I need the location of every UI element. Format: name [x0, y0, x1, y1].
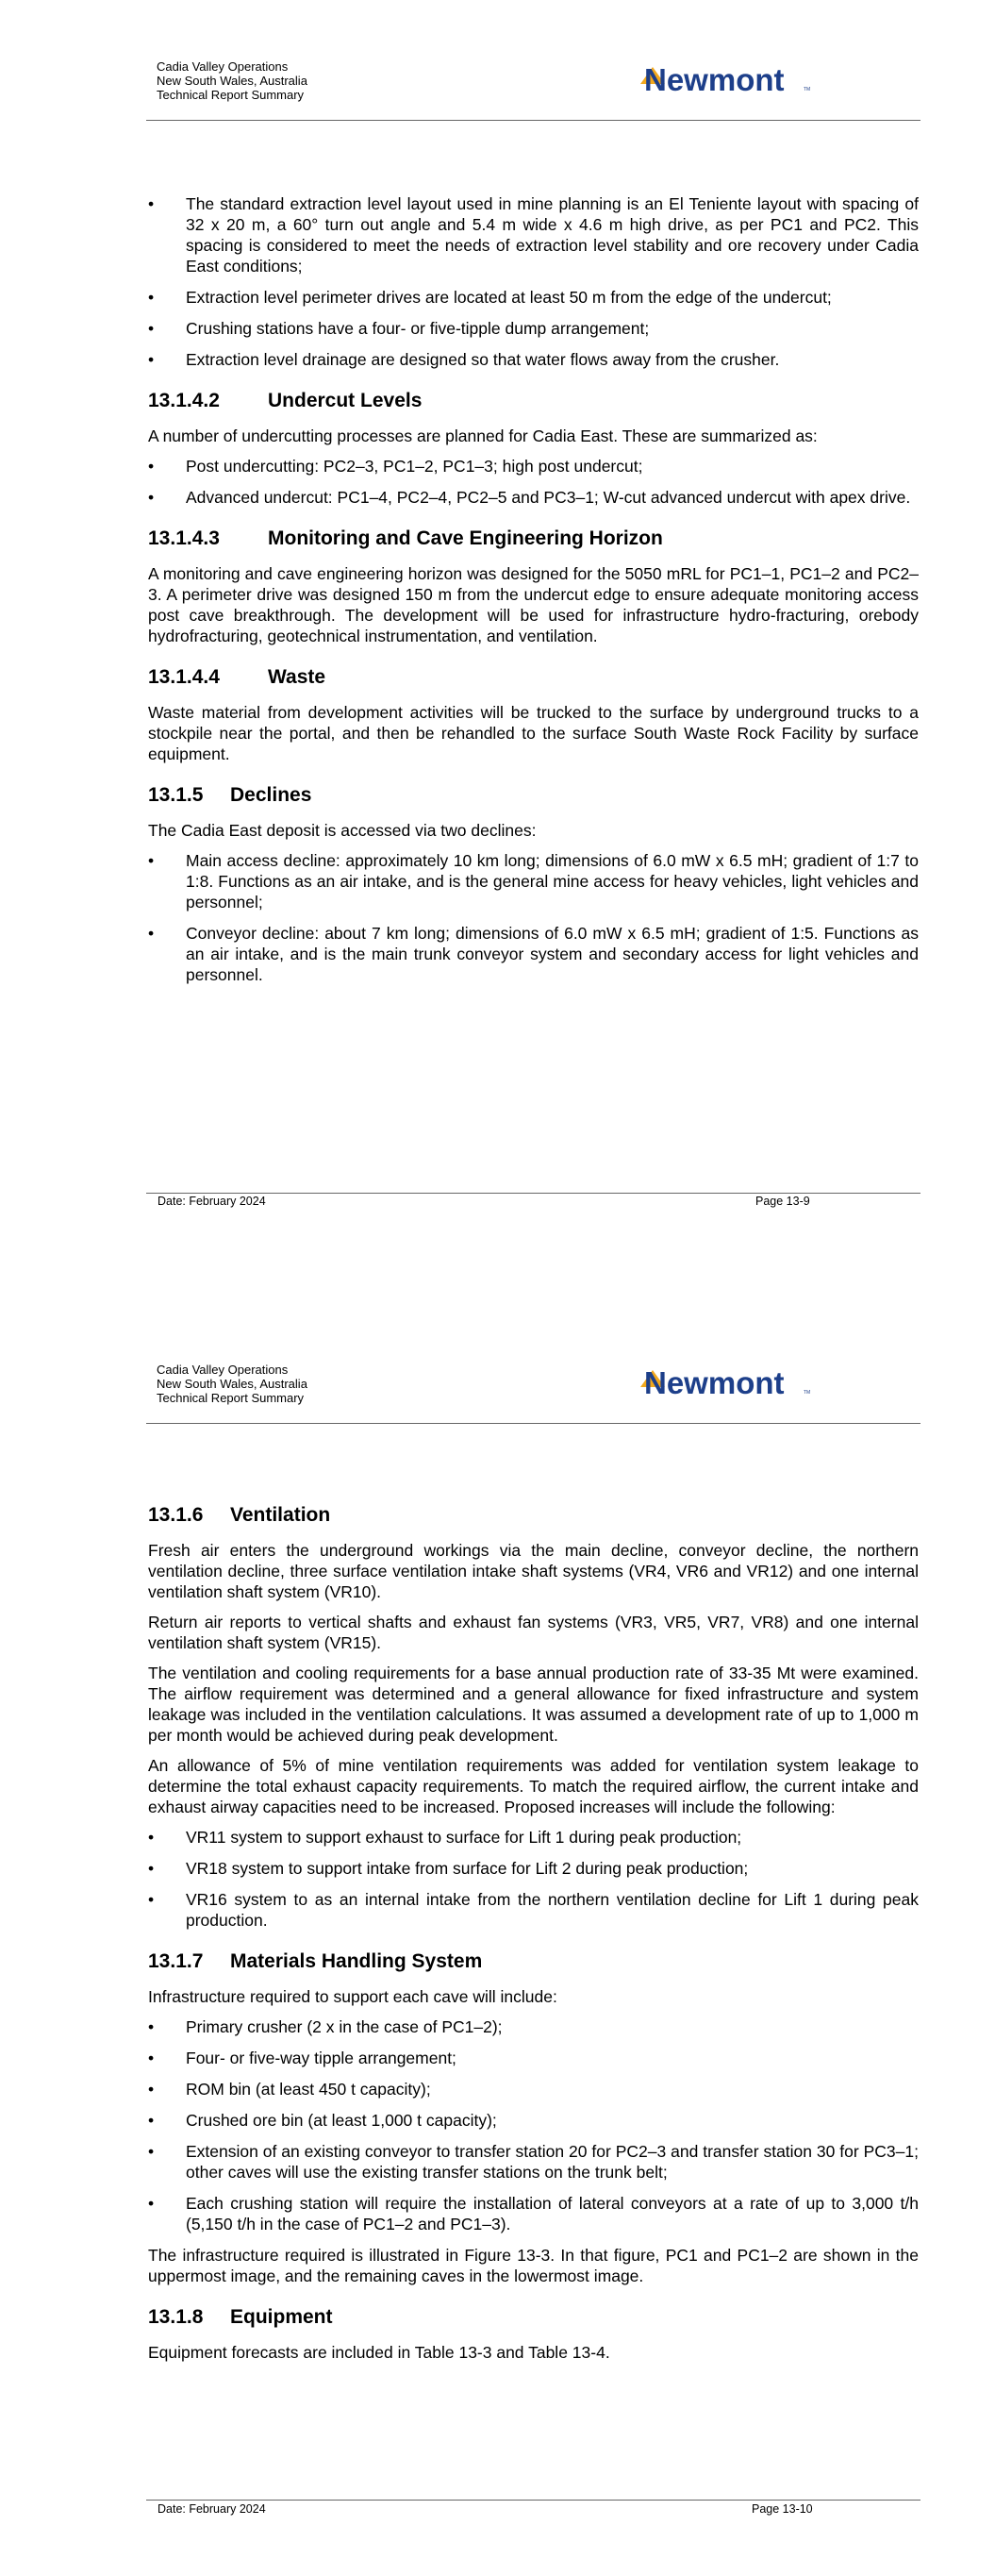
list-item: • VR11 system to support exhaust to surface for Lift 1 during peak production; [148, 1827, 919, 1848]
list-item: • VR16 system to as an internal intake from the northern ventilation decline for Lift 1 during peak production. [148, 1889, 919, 1931]
newmont-logo [638, 1364, 813, 1402]
section-number: 13.1.5 [148, 784, 204, 806]
paragraph: The infrastructure required is illustrated in Figure 13-3. In that figure, PC1 and PC1–2 are shown in the uppermost image, and the remaining caves in the lowermost image. [148, 2246, 919, 2285]
newmont-logo [638, 61, 813, 99]
header-divider [146, 120, 920, 121]
section-title: Ventilation [230, 1504, 331, 1526]
section-heading-declines [148, 783, 919, 808]
paragraph: Fresh air enters the underground workings via the main decline, conveyor decline, the northern ventilation decline, three surface ventilation intake shaft systems (VR4, VR6 and VR12) and one internal ventilation shaft system (VR10). [148, 1541, 919, 1601]
list-item: • Four- or five-way tipple arrangement; [148, 2048, 919, 2068]
section-number: 13.1.4.2 [148, 390, 220, 411]
section-number: 13.1.7 [148, 1950, 204, 1972]
list-item: • VR18 system to support intake from surface for Lift 2 during peak production; [148, 1858, 919, 1879]
paragraph: Waste material from development activities will be trucked to the surface by underground trucks to a stockpile near the portal, and then be rehandled to the surface South Waste Rock Facility by surface equipment. [148, 703, 919, 763]
ventilation-bullets [148, 1827, 919, 1931]
paragraph: Return air reports to vertical shafts and exhaust fan systems (VR3, VR5, VR7, VR8) and one internal ventilation shaft system (VR15). [148, 1613, 919, 1652]
section-title: Materials Handling System [230, 1950, 483, 1972]
report-header [157, 1363, 307, 1405]
declines-bullets [148, 850, 919, 985]
header-location: New South Wales, Australia [157, 1377, 307, 1391]
section-title: Equipment [230, 2306, 333, 2328]
list-item: • Extraction level perimeter drives are located at least 50 m from the edge of the undercut; [148, 287, 919, 308]
section-title: Waste [268, 666, 326, 688]
footer-page-number: Page 13-9 [755, 1195, 810, 1208]
section-heading-ventilation [148, 1503, 919, 1528]
section-heading-undercut-levels [148, 389, 919, 413]
page-13-10 [0, 1288, 995, 2576]
footer-date: Date: February 2024 [158, 2502, 266, 2516]
section-title: Undercut Levels [268, 390, 423, 411]
list-item: • Crushing stations have a four- or five-tipple dump arrangement; [148, 318, 919, 339]
extraction-level-bullets [148, 193, 919, 370]
paragraph: An allowance of 5% of mine ventilation requirements was added for ventilation system leakage to determine the total exhaust capacity requirements. To match the required airflow, the current intake and exhaust airway capacities need to be increased. Proposed increases will include the following: [148, 1756, 919, 1816]
footer-date: Date: February 2024 [158, 1195, 266, 1208]
header-divider [146, 1423, 920, 1424]
paragraph: A monitoring and cave engineering horizon was designed for the 5050 mRL for PC1–1, PC1–2 and PC2–3. A perimeter drive was designed 150 m from the undercut edge to ensure adequate monitoring access post cave breakthrough. The development will be used for infrastructure hydro-fracturing, orebody hydrofracturing, geotechnical instrumentation, and ventilation. [148, 564, 919, 645]
footer-divider [146, 2500, 920, 2501]
page-body [148, 1484, 919, 2372]
paragraph: A number of undercutting processes are planned for Cadia East. These are summarized as: [148, 427, 818, 445]
section-title: Monitoring and Cave Engineering Horizon [268, 527, 663, 549]
section-heading-monitoring [148, 527, 919, 551]
section-heading-materials-handling [148, 1949, 919, 1974]
logo-wordmark: Newmont [644, 62, 785, 97]
section-number: 13.1.4.4 [148, 666, 220, 688]
section-number: 13.1.8 [148, 2306, 204, 2328]
materials-handling-bullets [148, 2016, 919, 2234]
footer-page-number: Page 13-10 [752, 2502, 813, 2516]
section-heading-waste [148, 665, 919, 690]
page-body [148, 193, 919, 995]
list-item: • Extension of an existing conveyor to transfer station 20 for PC2–3 and transfer station 30 for PC3–1; other caves will use the existing transfer stations on the trunk belt; [148, 2141, 919, 2183]
list-item: • ROM bin (at least 450 t capacity); [148, 2079, 919, 2099]
list-item: • Extraction level drainage are designed so that water flows away from the crusher. [148, 349, 919, 370]
paragraph: Infrastructure required to support each cave will include: [148, 1987, 557, 2006]
list-item: • Advanced undercut: PC1–4, PC2–4, PC2–5 and PC3–1; W-cut advanced undercut with apex drive. [148, 487, 919, 508]
logo-trademark: TM [804, 1390, 811, 1396]
logo-wordmark: Newmont [644, 1365, 785, 1400]
paragraph: The ventilation and cooling requirements for a base annual production rate of 33-35 Mt were examined. The airflow requirement was determined and a general allowance for fixed infrastructure and system leakage was included in the ventilation calculations. It was assumed a development rate of up to 1,000 m per month would be achieved during peak development. [148, 1664, 919, 1745]
undercut-bullets [148, 456, 919, 508]
logo-trademark: TM [804, 87, 811, 92]
paragraph: Equipment forecasts are included in Table 13-3 and Table 13-4. [148, 2343, 610, 2362]
section-number: 13.1.4.3 [148, 527, 220, 549]
section-heading-equipment [148, 2305, 919, 2330]
list-item: • Conveyor decline: about 7 km long; dimensions of 6.0 mW x 6.5 mH; gradient of 1:5. Functions as an air intake, and is the main trunk conveyor system and secondary access for light vehicles and personnel. [148, 923, 919, 985]
list-item: • Crushed ore bin (at least 1,000 t capacity); [148, 2110, 919, 2131]
header-report-type: Technical Report Summary [157, 88, 305, 102]
footer-divider [146, 1193, 920, 1194]
header-location: New South Wales, Australia [157, 74, 307, 88]
list-item: • The standard extraction level layout used in mine planning is an El Teniente layout with spacing of 32 x 20 m, a 60° turn out angle and 5.4 m wide x 4.6 m high drive, as per PC1 and PC2. This spacing is considered to meet the needs of extraction level stability and ore recovery under Cadia East conditions; [148, 193, 919, 276]
paragraph: The Cadia East deposit is accessed via two declines: [148, 821, 537, 840]
list-item: • Each crushing station will require the installation of lateral conveyors at a rate of up to 3,000 t/h (5,150 t/h in the case of PC1–2 and PC1–3). [148, 2193, 919, 2234]
header-operation: Cadia Valley Operations [157, 1363, 289, 1377]
list-item: • Main access decline: approximately 10 km long; dimensions of 6.0 mW x 6.5 mH; gradient of 1:7 to 1:8. Functions as an air intake, and is the general mine access for heavy vehicles, light vehicles and personnel; [148, 850, 919, 912]
section-number: 13.1.6 [148, 1504, 204, 1526]
header-operation: Cadia Valley Operations [157, 59, 289, 74]
section-title: Declines [230, 784, 312, 806]
list-item: • Primary crusher (2 x in the case of PC1–2); [148, 2016, 919, 2037]
header-report-type: Technical Report Summary [157, 1391, 305, 1405]
report-header [157, 59, 307, 102]
list-item: • Post undercutting: PC2–3, PC1–2, PC1–3; high post undercut; [148, 456, 919, 477]
